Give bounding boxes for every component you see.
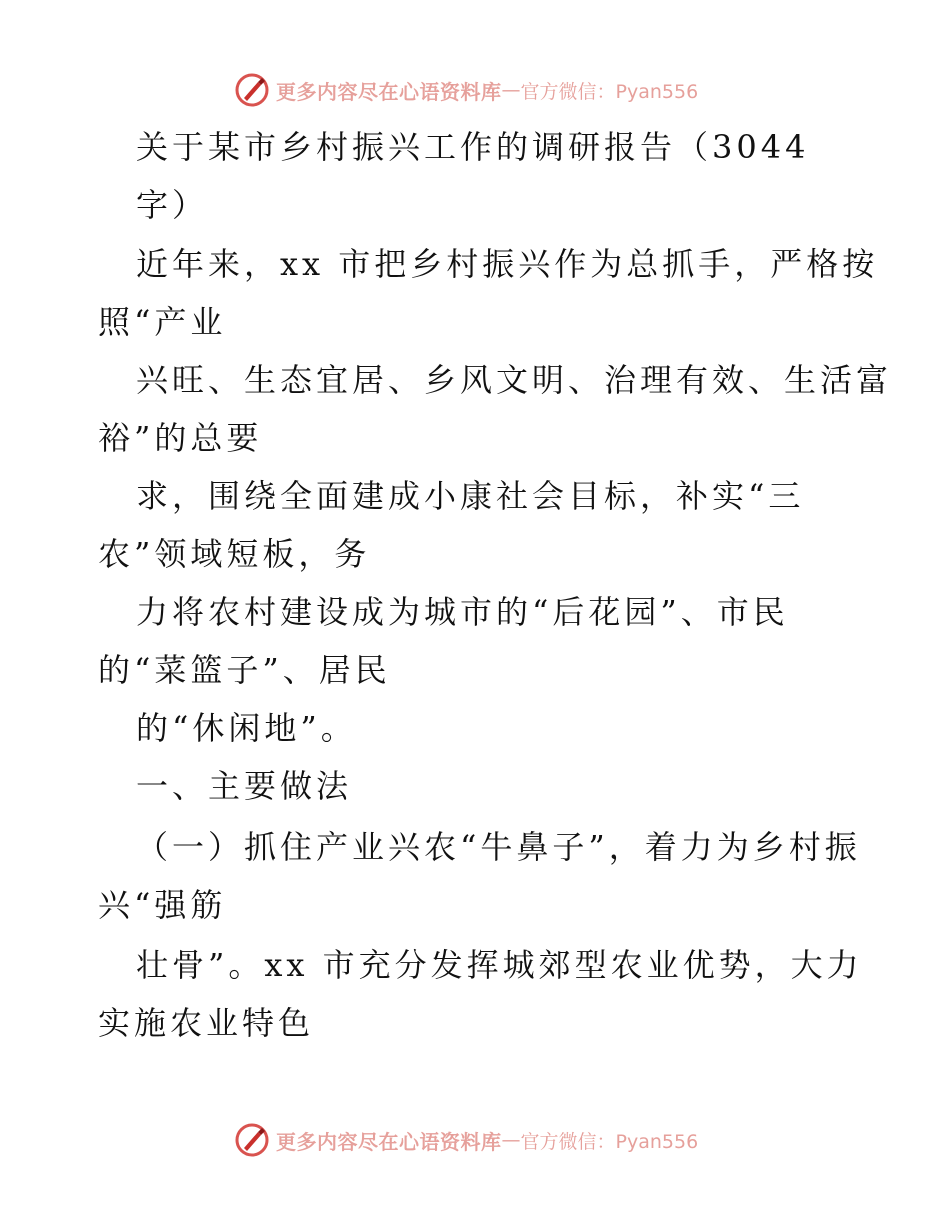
text-line: 兴旺、生态宜居、乡风文明、治理有效、生活富 [136, 361, 893, 399]
text-line: 的“菜篮子”、居民 [98, 651, 391, 689]
text-line: 求，围绕全面建成小康社会目标，补实“三 [136, 477, 805, 515]
watermark-main-text: 更多内容尽在心语资料库 [276, 79, 502, 104]
watermark-header [234, 70, 698, 110]
text-line: 裕”的总要 [98, 419, 263, 457]
watermark-sub-text: 官方微信：Pyan556 [520, 1130, 699, 1153]
text-line: 农”领域短板，务 [98, 535, 371, 573]
text-line: 力将农村建设成为城市的“后花园”、市民 [136, 593, 789, 631]
watermark-footer [234, 1120, 698, 1160]
text-line: 的“休闲地”。 [136, 709, 357, 747]
watermark-sub-text: 官方微信：Pyan556 [520, 80, 699, 103]
text-line: 兴“强筋 [98, 886, 227, 924]
pen-logo-icon [234, 72, 270, 108]
watermark-dash: — [501, 1129, 521, 1151]
text-line: 壮骨”。xx 市充分发挥城郊型农业优势，大力 [136, 946, 863, 984]
watermark-dash: — [501, 79, 521, 101]
text-line: 字） [136, 186, 209, 224]
section-heading: 一、主要做法 [136, 767, 353, 805]
text-line: 实施农业特色 [98, 1004, 315, 1042]
text-line: 照“产业 [98, 303, 227, 341]
watermark-main-text: 更多内容尽在心语资料库 [276, 1129, 502, 1154]
pen-logo-icon [234, 1122, 270, 1158]
text-line: （一）抓住产业兴农“牛鼻子”，着力为乡村振 [136, 828, 861, 866]
text-line: 近年来，xx 市把乡村振兴作为总抓手，严格按 [136, 245, 879, 283]
text-line: 关于某市乡村振兴工作的调研报告（3044 [136, 128, 810, 166]
